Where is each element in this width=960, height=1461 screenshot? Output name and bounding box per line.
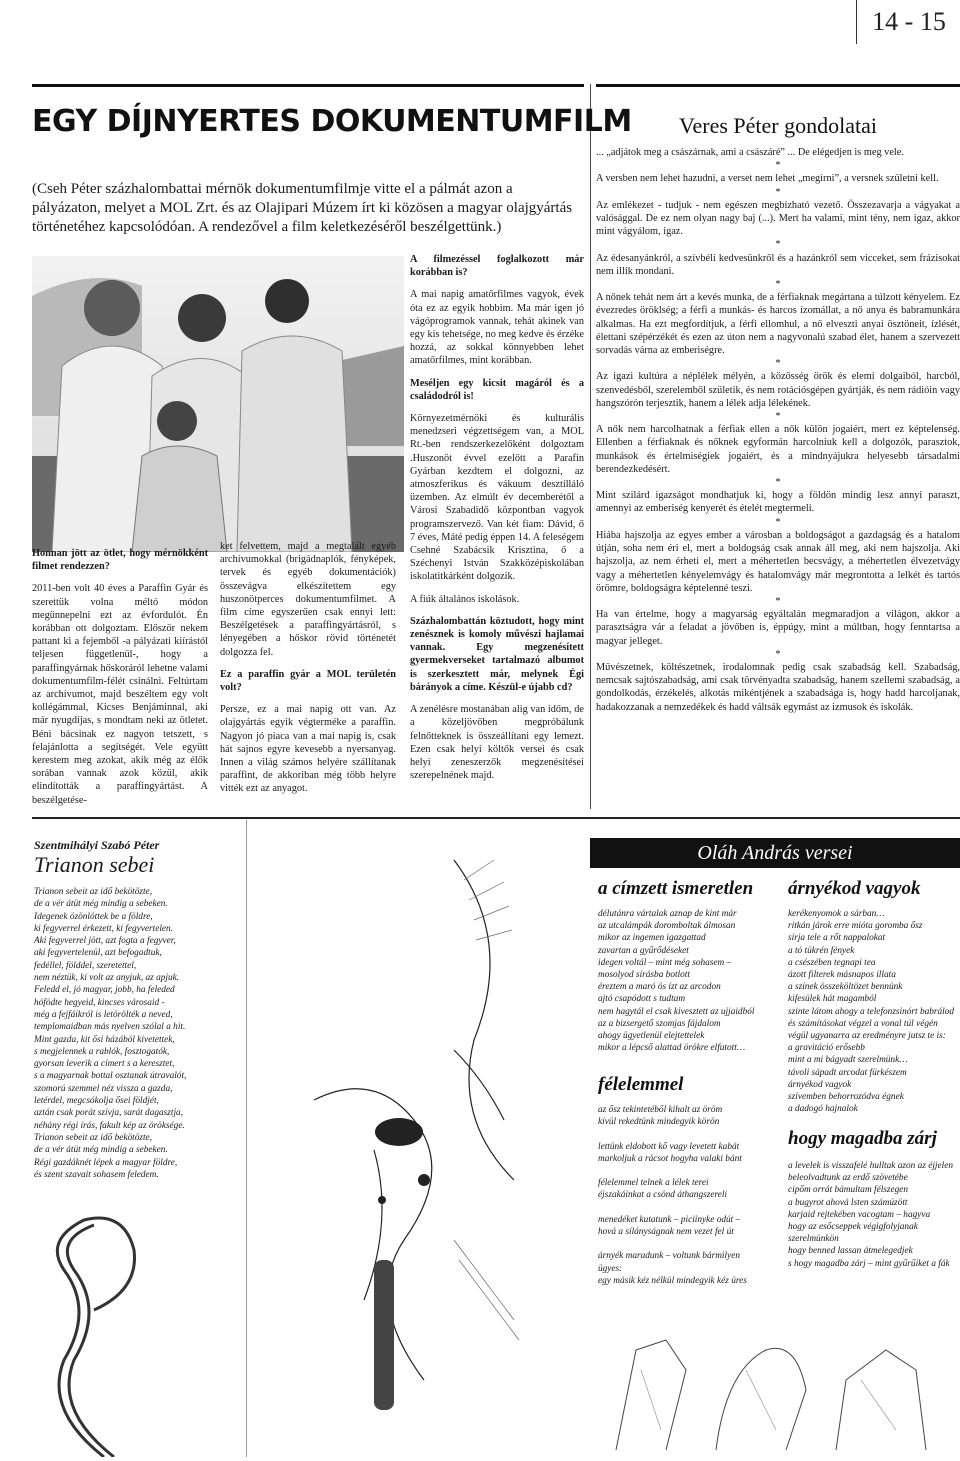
veres-quote: ... „adjátok meg a császárnak, ami a császáré” ... De elégedjen is meg vele.: [596, 147, 904, 158]
separator-star: *: [775, 648, 781, 660]
veres-quote: Az édesanyánkról, a szívbéli kedvesünkről és a hazánkról sem vicceket, sem frázisokat nem illik mondani.: [596, 252, 960, 277]
veres-quote: Az igazi kultúra a néplélek mélyén, a közösség örök és elemi dolgaiból, harcból, szenvedésből, szerelemből születik, és nem rotációsgépen gyártják, és nem rádióin vagy hangszórón terjesztik, hanem a lélek adja lélekének.: [596, 371, 960, 409]
article-column-2: [220, 540, 396, 805]
interview-question: A filmezéssel foglalkozott már korábban is?: [410, 254, 584, 279]
separator-star: *: [775, 411, 781, 423]
top-rule-left: [32, 84, 584, 87]
separator-star: *: [775, 160, 781, 172]
article-intro: (Cseh Péter százhalombattai mérnök dokumentumfilmje vitte el a pálmát azon a pályázaton, melyet a MOL Zrt. és az Olajipari Múzem írt ki közösen a magyar olajgyártás történetéhez kapcsolódóan. A rendezővel a film keletkezéséről beszélgettünk.): [32, 181, 573, 235]
veres-quote: Mint szilárd igazságot mondhatjuk ki, hogy a földön mindig lesz annyi paraszt, amennyi az emberiség kenyerét és ételét megtermeli.: [596, 490, 960, 515]
family-photo: [32, 256, 404, 552]
trianon-divider: [246, 820, 247, 1457]
poem-title-2: félelemmel: [598, 1074, 684, 1095]
veres-quote: A nőnek tehát nem árt a kevés munka, de a férfiaknak megártana a túlzott kényelem. Ez évezredes öröklség; a férfi a munkás- és harcos ízomállat, a nő anya és babramunkára alkalmas. Ha ezt megfordítjuk, a férfi ellomhul, a nő elveszti anyai ösztöneit, ízlését, élettani szépérzékét és ezen az úton nem a nagyvonalú szabad élet, hanem a szervezett sorvadás várna az emberiségre.: [596, 292, 960, 357]
separator-star: *: [775, 239, 781, 251]
interview-question: Honnan jött az ötlet, hogy mérnökként filmet rendezzen?: [32, 548, 208, 573]
interview-answer: A fiúk általános iskolások.: [410, 593, 520, 605]
trianon-title: Trianon sebei: [34, 852, 155, 877]
interview-question: Százhalombattán köztudott, hogy mint zenésznek is komoly művészi hajlamai vannak. Egy megzenésített gyermekverseket tartalmazó albumot is szerkesztett már, melynek Égi bárányok a címe. Készül-e újabb cd?: [410, 615, 584, 693]
bottom-rule: [32, 817, 960, 819]
poem-title-1: a címzett ismeretlen: [598, 878, 754, 899]
separator-star: *: [775, 186, 781, 198]
interview-answer: A zenélésre mostanában alig van időm, de a közeljövőben megpróbálunk felnőtteknek is összeállítani egy lemezt. Ezen csak helyi költők versei és csak helyi zeneszerzők megzenésítései szerepelnének majd.: [410, 704, 584, 782]
column-divider: [590, 84, 591, 809]
interview-answer: Környezetmérnöki és kulturális menedzseri végzettségem van, a MOL Rt.-ben rendszerkezelőként dolgoztam .Huszonöt évvel ezelőtt a Parafin Gyárban kezdtem el dolgozni, az atmoszferikus és vákuum desztilláló üzemben. Az elmúlt év decemberétől a Városi Szabadidő központban vagyok programszervező. Van két fiam: Dávid, ő 7 éves, Máté pedig éppen 14. A feleségem Csehné Szabácsik Krisztina, ő a Széchenyi István Szakközépiskolában iskolatitkárként dolgozik.: [410, 413, 584, 583]
separator-star: *: [775, 477, 781, 489]
poem-text-3: kerékenyomok a sárban… ritkán járok erre mióta goromba ősz sírja tele a rőt nappalokat a tó tükrén fények a csészében tegnapi tea ázott filterek másnapos illata a színek összeköltözet bennünk kifesülek hát magamból szinte látom ahogy a telefonzsinórt babrálod és számításokat végzel a vonal túl végén végül ugyanarra az eredményre jutsz te is: a gravitáció erősebb mint a mi bágyadt szerelmünk… távoli sápadt arcodat fürkészem árnyékod vagyok szívemben behorrozódva égnek a dadogó hajnalok: [788, 909, 955, 1115]
veres-quote: Ha van értelme, hogy a magyarság egyáltalán megmaradjon a világon, akkor a parasztságra vár a feladat a jövőben is, éppúgy, mint a múltban, hogy fenntartsa a magyar jelleget.: [596, 609, 960, 647]
interview-answer: Persze, ez a mai napig ott van. Az olajgyártás egyik végterméke a paraffin. Nagyon jó piaca van a mai napig is, csak hát sajnos egyre kevesebb a nyersanyag. Innen a világ számos helyére szállítanak paraffint, de akkoriban még több helyre vitték ezt az anyagot.: [220, 704, 396, 795]
sketch-illustrations: [596, 1310, 960, 1457]
poem-title-4: hogy magadba zárj: [788, 1128, 937, 1149]
article-column-1: [32, 547, 208, 816]
rope-illustration: [24, 1210, 154, 1457]
veres-title: Veres Péter gondolatai: [679, 113, 877, 138]
article-column-3: [410, 253, 584, 791]
interview-question: Meséljen egy kicsit magáról és a családodról is!: [410, 377, 584, 402]
center-illustration: [254, 820, 590, 1457]
separator-star: *: [775, 358, 781, 370]
poem-text-1: délutánra vártalak aznap de kint már az utcalámpák doromboltak álmosan mikor az ingemen igazgattad zavartan a gyűrődéseket idegen voltál – mint még sohasem – mosolyod sírásba botlott éreztem a maró ös ízt az arcodon ajtó csapódott s tudtam nem hagytál el csak kivesztett az ujjaidból az a bizsergető szomjas fájdalom ahogy ügyetlenül elejtettelek mikor a lépcső alattad örökre elfutott…: [598, 909, 755, 1054]
poem-text-4: a levelek is visszafelé hulltak azon az éjjelen beleolvadtunk az erdő szövetébe cipőm orrát bámultam félszegen a bugyrot ahová lsten számúzött karjaid rejtekében vacogtam – hagyva hogy az esőcseppek végigfolyjanak szerelmünkön hogy benned lassan átmelegedjek s hogy magadba zárj – mint gyűrűiket a fák: [788, 1161, 953, 1269]
olah-band: Oláh András versei: [590, 838, 960, 868]
separator-star: *: [775, 279, 781, 291]
separator-star: *: [775, 516, 781, 528]
veres-quote: Művészetnek, költészetnek, irodalomnak pedig csak szabadság kell. Szabadság, nemcsak sajtószabadság, ami csak törvényadta szabadság, hanem szellemi szabadság, a gondolkodás, érzékelés, alkotás mikéntjének a szabadsága is, hogy hadd harcoljanak, hadakozzanak a nemzedékek és hadd váltsák egymást az izmusok és iskolák.: [596, 661, 960, 713]
veres-quotes: [596, 146, 960, 714]
trianon-author: Szentmihályi Szabó Péter: [34, 838, 160, 852]
interview-answer: ket felvettem, majd a megtalált egyéb archívumokkal (brigádnaplók, fényképek, tervek és egyéb dokumentációk) összevágva elkészítettem egy huszonötperces dokumentumfilmet. A film címe egyszerűen csak ennyi lett: Beszélgetések a paraffingyártásról, s lényegében a hőskor rövid történetét dolgozza fel.: [220, 541, 396, 658]
veres-quote: A nők nem harcolhatnak a férfiak ellen a nők külön jogaiért, mert ez képtelenség. Ellenben a férfiaknak és nőknek egyformán harcolniuk kell a dolgozók, parasztok, munkások és értelmiségiek jogaiért, és a mindnyájukra helyesebb társadalmi berendezkedésért.: [596, 424, 960, 475]
veres-quote: Hiába hajszolja az egyes ember a városban a boldogságot a gazdagság és a hatalom útján, soha nem éri el, mert a boldogság csak annak áll meg, aki nem hajszolja. Aki hajszolja, az nem érheti el, mert a méhertetlen becsvágy, a méhertetlen élvezetvágy vagy a méhertetlen kényelemvágy és hatalomvágy már megrontotta a lelkét és tartós örömre, boldogságra képtelenné teszi.: [596, 529, 960, 594]
poem-title-3: árnyékod vagyok: [788, 878, 921, 899]
separator-star: *: [775, 595, 781, 607]
veres-quote: A versben nem lehet hazudni, a verset nem lehet „megírni”, a versnek születni kell.: [596, 173, 939, 185]
veres-quote: Az emlékezet - tudjuk - nem egészen megbízható vezető. Összezavarja a vágyakat a valósággal. De ez nem olyan nagy baj (...). Mert ha valami, mint tény, nem igaz, akkor mint vágyálom, igaz.: [596, 199, 960, 238]
article-title: EGY DÍJNYERTES DOKUMENTUMFILM: [32, 104, 632, 139]
interview-question: Ez a paraffin gyár a MOL területén volt?: [220, 668, 396, 694]
interview-answer: 2011-ben volt 40 éves a Paraffin Gyár és szerettük volna méltó módon megünnepelni ezt az évfordulót. Én korábban ott dolgoztam. Először nekem pattant ki a fejemből -a pályázati kiírástól teljesen függetlenül-, hogy a paraffingyárnak hőskoráról lehetne valami dokumentumfilm-félét csinálni. Feltúrtam az archívumot, majd beszéltem egy volt kollégámmal, Kicses Benjáminnal, aki már nyugdíjas, s mondtam neki az ötletet. Béni bácsinak ez nagyon tetszett, s felajánlotta a segítségét. Vele együtt kerestem meg azokat, akik még az élők sorában vannak azok közül, akik elindították a paraffingyártást. A beszélgetése-: [32, 583, 208, 806]
poem-text-2: az ősz tekintetéből kihalt az öröm kívül rekedtünk mindegyik körön lettünk eldobott kő vagy levetett kabát markoljuk a rácsot hogyha valaki bánt félelemmel telnek a lélek terei éjszakáinkat a csönd áthangszereli menedéket kutatunk – piciinyke odút – hová a sílányságnak nem vezet fel út árnyék maradunk – voltunk bármilyen ügyes: egy másik kéz nélkül mindegyik kéz üres: [598, 1105, 747, 1286]
interview-answer: A mai napig amatőrfilmes vagyok, évek óta ez az egyik hobbim. Ma már igen jó vágóprogramok vannak, tehát akinek van egy kis tehetsége, no meg kedve és érzéke hozzá, az sokkal könnyebben lehet amatőrfilmes, mint korábban.: [410, 289, 584, 367]
page-number: 14 - 15: [856, 0, 960, 44]
top-rule-right: [596, 84, 960, 87]
trianon-poem: Trianon sebeit az idő bekötözte, de a vér átüt még mindig a sebeken. Idegenek özönlöttek be a földre, ki fegyverrel érkezett, ki fegyvertelen. Aki fegyverrel jött, azt fogta a fegyver, aki fegyvertelenül, azt befogadtuk, fedéllel, földdel, szeretettel, nem néztük, ki volt az anyjuk, az apjuk. Feledd el, jó magyar, jobb, ha feleded hófödte hegyeid, kincses városaid - még a fejfáikról is letörölték a neved, templomaidban más nyelven szólal a hit. Mint gazda, kit ősi házából kivetettek, s megjelennek a rablók, fosztogatók, gyorsan leverik a címert s a keresztet, s a magyarnak bottal osztanak útravalót, szomorú szemmel néz vissza a gazda, letérdel, megcsókolja ősei földjét, aztán csak porát szívja, sarát dagasztja, néhány régi írás, fakult kép az öröksége. Trianon sebeit az idő bekötözte, de a vér átüt még mindig a sebeken. Régi gazdáknét lépek a magyar földre, és szent szavait sohasem feledem.: [34, 887, 187, 1180]
